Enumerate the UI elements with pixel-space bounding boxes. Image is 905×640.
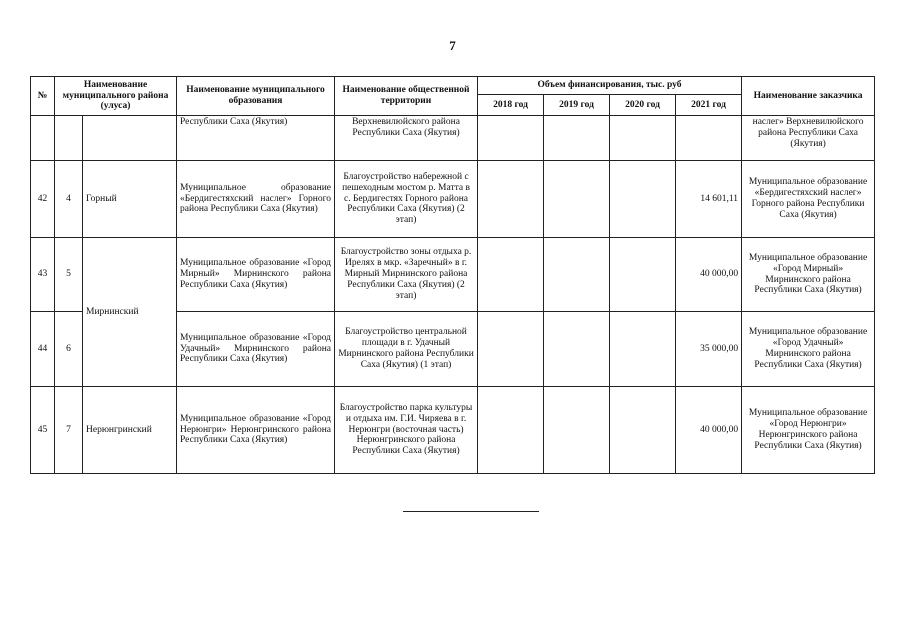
table-row [31,238,875,312]
row-territory: Благоустройство центральной площади в г. Удачный Мирнинского района Республики Саха (Якутия) (1 этап) [335,312,478,387]
header-2020: 2020 год [610,95,676,116]
row-2021: 40 000,00 [676,387,742,474]
row-district [83,116,177,161]
row-2019 [544,161,610,238]
header-funding: Объем финансирования, тыс. руб [478,77,742,95]
row-2019 [544,312,610,387]
row-2019 [544,387,610,474]
header-2021: 2021 год [676,95,742,116]
row-num [31,116,55,161]
row-sub-num: 7 [55,387,83,474]
row-2018 [478,387,544,474]
row-customer: наслег» Верхневилюйского района Республики Саха (Якутия) [742,116,875,161]
row-sub-num: 6 [55,312,83,387]
header-2018: 2018 год [478,95,544,116]
row-2018 [478,312,544,387]
header-municipality: Наименование муниципального образования [177,77,335,116]
row-2020 [610,238,676,312]
row-2020 [610,116,676,161]
row-2018 [478,238,544,312]
row-num: 44 [31,312,55,387]
table-row [31,116,875,161]
row-2021: 14 601,11 [676,161,742,238]
row-territory: Благоустройство набережной с пешеходным мостом р. Матта в с. Бердигестях Горного района Республики Саха (Якутия) (2 этап) [335,161,478,238]
row-2020 [610,387,676,474]
header-num: № [31,77,55,116]
row-customer: Муниципальное образование «Бердигестяхский наслег» Горного района Республики Саха (Якутия) [742,161,875,238]
row-2019 [544,116,610,161]
row-2018 [478,116,544,161]
row-territory: Благоустройство зоны отдыха р. Ирелях в мкр. «Заречный» в г. Мирный Мирнинского района Республики Саха (Якутия) (2 этап) [335,238,478,312]
row-2020 [610,312,676,387]
row-2020 [610,161,676,238]
table-row [31,387,875,474]
row-customer: Муниципальное образование «Город Нерюнгри» Нерюнгринского района Республики Саха (Якутия) [742,387,875,474]
row-2021: 35 000,00 [676,312,742,387]
row-sub-num: 5 [55,238,83,312]
row-district: Мирнинский [83,238,177,387]
row-territory: Верхневилюйского района Республики Саха (Якутия) [335,116,478,161]
header-territory: Наименование общественной территории [335,77,478,116]
row-num: 42 [31,161,55,238]
row-district: Горный [83,161,177,238]
table-row [31,161,875,238]
end-line [403,511,539,512]
row-2019 [544,238,610,312]
header-customer: Наименование заказчика [742,77,875,116]
page-number: 7 [449,38,456,53]
row-municipality: Муниципальное образование «Город Нерюнгри» Нерюнгринского района Республики Саха (Якутия) [177,387,335,474]
header-2019: 2019 год [544,95,610,116]
row-municipality: Муниципальное образование «Бердигестяхский наслег» Горного района Республики Саха (Якутия) [177,161,335,238]
header-row [31,77,875,95]
row-sub-num: 4 [55,161,83,238]
row-territory: Благоустройство парка культуры и отдыха им. Г.И. Чиряева в г. Нерюнгри (восточная часть) Нерюнгринского района Республики Саха (Якутия) [335,387,478,474]
row-num: 43 [31,238,55,312]
row-2018 [478,161,544,238]
row-2021 [676,116,742,161]
row-municipality: Муниципальное образование «Город Мирный» Мирнинского района Республики Саха (Якутия) [177,238,335,312]
header-district: Наименование муниципального района (улуса) [55,77,177,116]
row-sub-num [55,116,83,161]
row-2021: 40 000,00 [676,238,742,312]
row-municipality: Муниципальное образование «Город Удачный» Мирнинского района Республики Саха (Якутия) [177,312,335,387]
row-district: Нерюнгринский [83,387,177,474]
row-num: 45 [31,387,55,474]
row-municipality: Республики Саха (Якутия) [177,116,335,161]
row-customer: Муниципальное образование «Город Удачный» Мирнинского района Республики Саха (Якутия) [742,312,875,387]
financing-table [30,76,875,474]
row-customer: Муниципальное образование «Город Мирный» Мирнинского района Республики Саха (Якутия) [742,238,875,312]
